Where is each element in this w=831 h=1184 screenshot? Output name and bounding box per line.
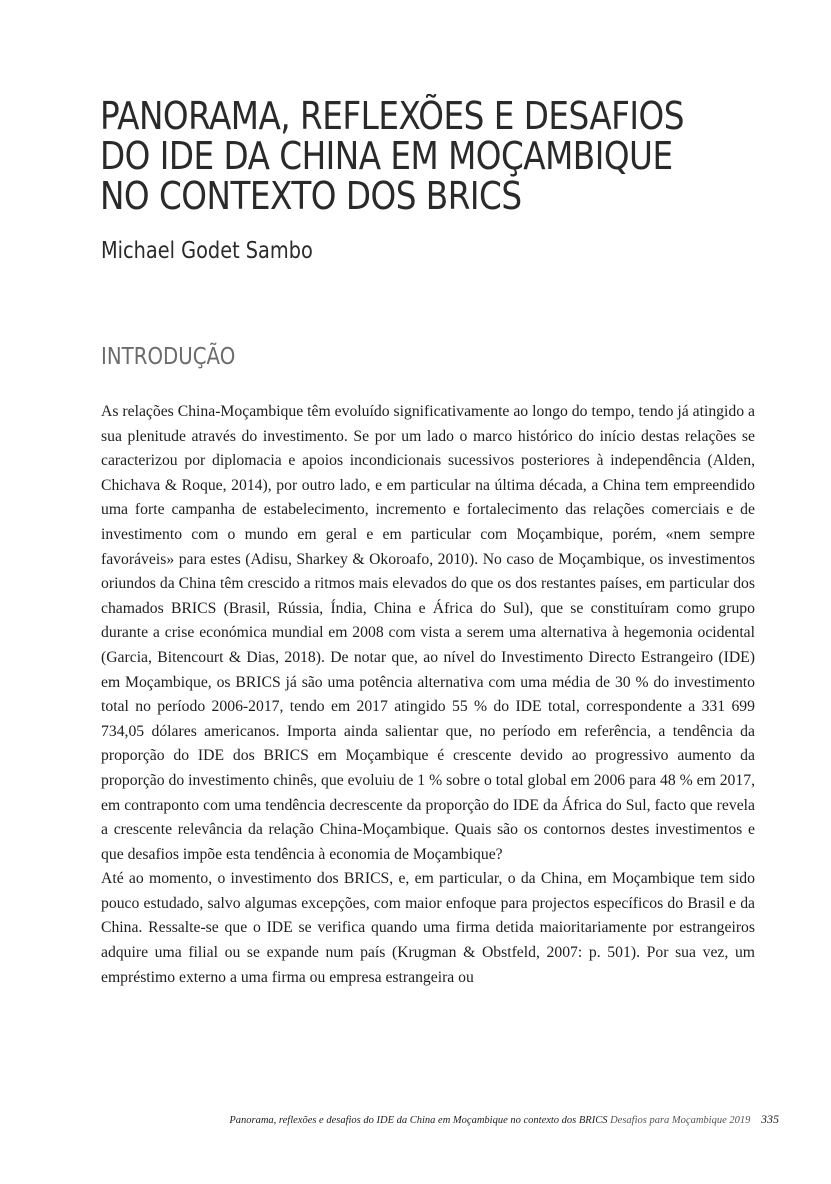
- paragraph: As relações China-Moçambique têm evoluído significativamente ao longo do tempo, tendo já atingido a sua plenitude através do investimento. Se por um lado o marco histórico do início destas relações se caracterizou por diplomacia e apoios incondicionais sucessivos posteriores à independência (Alden, Chichava & Roque, 2014), por outro lado, e em particular na última década, a China tem empreendido uma forte campanha de estabelecimento, incremento e fortalecimento das relações comerciais e de investimento com o mundo em geral e em particular com Moçambique, porém, «nem sempre favoráveis» para estes (Adisu, Sharkey & Okoroafo, 2010). No caso de Moçambique, os investimentos oriundos da China têm crescido a ritmos mais elevados do que os dos restantes países, em particular dos chamados BRICS (Brasil, Rússia, Índia, China e África do Sul), que se constituíram como grupo durante a crise económica mundial em 2008 com vista a serem uma alternativa à hegemonia ocidental (Garcia, Bitencourt & Dias, 2018). De notar que, ao nível do Investimento Directo Estrangeiro (IDE) em Moçambique, os BRICS já são uma potência alternativa com uma média de 30 % do investimento total no período 2006-2017, tendo em 2017 atingido 55 % do IDE total, correspondente a 331 699 734,05 dólares americanos. Importa ainda salientar que, no período em referência, a tendência da proporção do IDE dos BRICS em Moçambique é crescente devido ao progressivo aumento da proporção do investimento chinês, que evoluiu de 1 % sobre o total global em 2006 para 48 % em 2017, em contraponto com uma tendência decrescente da proporção do IDE da África do Sul, facto que revela a crescente relevância da relação China-Moçambique. Quais são os contornos destes investimentos e que desafios impõe esta tendência à economia de Moçambique?: [101, 403, 755, 863]
- section-heading: INTRODUÇÃO: [101, 344, 236, 370]
- paragraph: Até ao momento, o investimento dos BRICS, e, em particular, o da China, em Moçambique tem sido pouco estudado, salvo algumas excepções, com maior enfoque para projectos específicos do Brasil e da China. Ressalte-se que o IDE se verifica quando uma firma detida maioritariamente por estrangeiros adquire uma filial ou se expande num país (Krugman & Obstfeld, 2007: p. 501). Por sua vez, um empréstimo externo a uma firma ou empresa estrangeira ou: [101, 870, 755, 986]
- page-footer: [0, 1111, 779, 1129]
- body-text: [101, 400, 755, 990]
- article-title-line: NO CONTEXTO DOS BRICS: [100, 174, 522, 218]
- article-title-line: DO IDE DA CHINA EM MOÇAMBIQUE: [100, 134, 673, 178]
- footer-publication: Desafios para Moçambique 2019: [610, 1115, 751, 1126]
- page-number: 335: [761, 1112, 779, 1126]
- footer-running-title: Panorama, reflexões e desafios do IDE da China em Moçambique no contexto dos BRICS: [229, 1115, 608, 1126]
- article-title: [100, 94, 685, 218]
- article-title-line: PANORAMA, REFLEXÕES E DESAFIOS: [100, 94, 685, 138]
- author-name: Michael Godet Sambo: [101, 238, 313, 264]
